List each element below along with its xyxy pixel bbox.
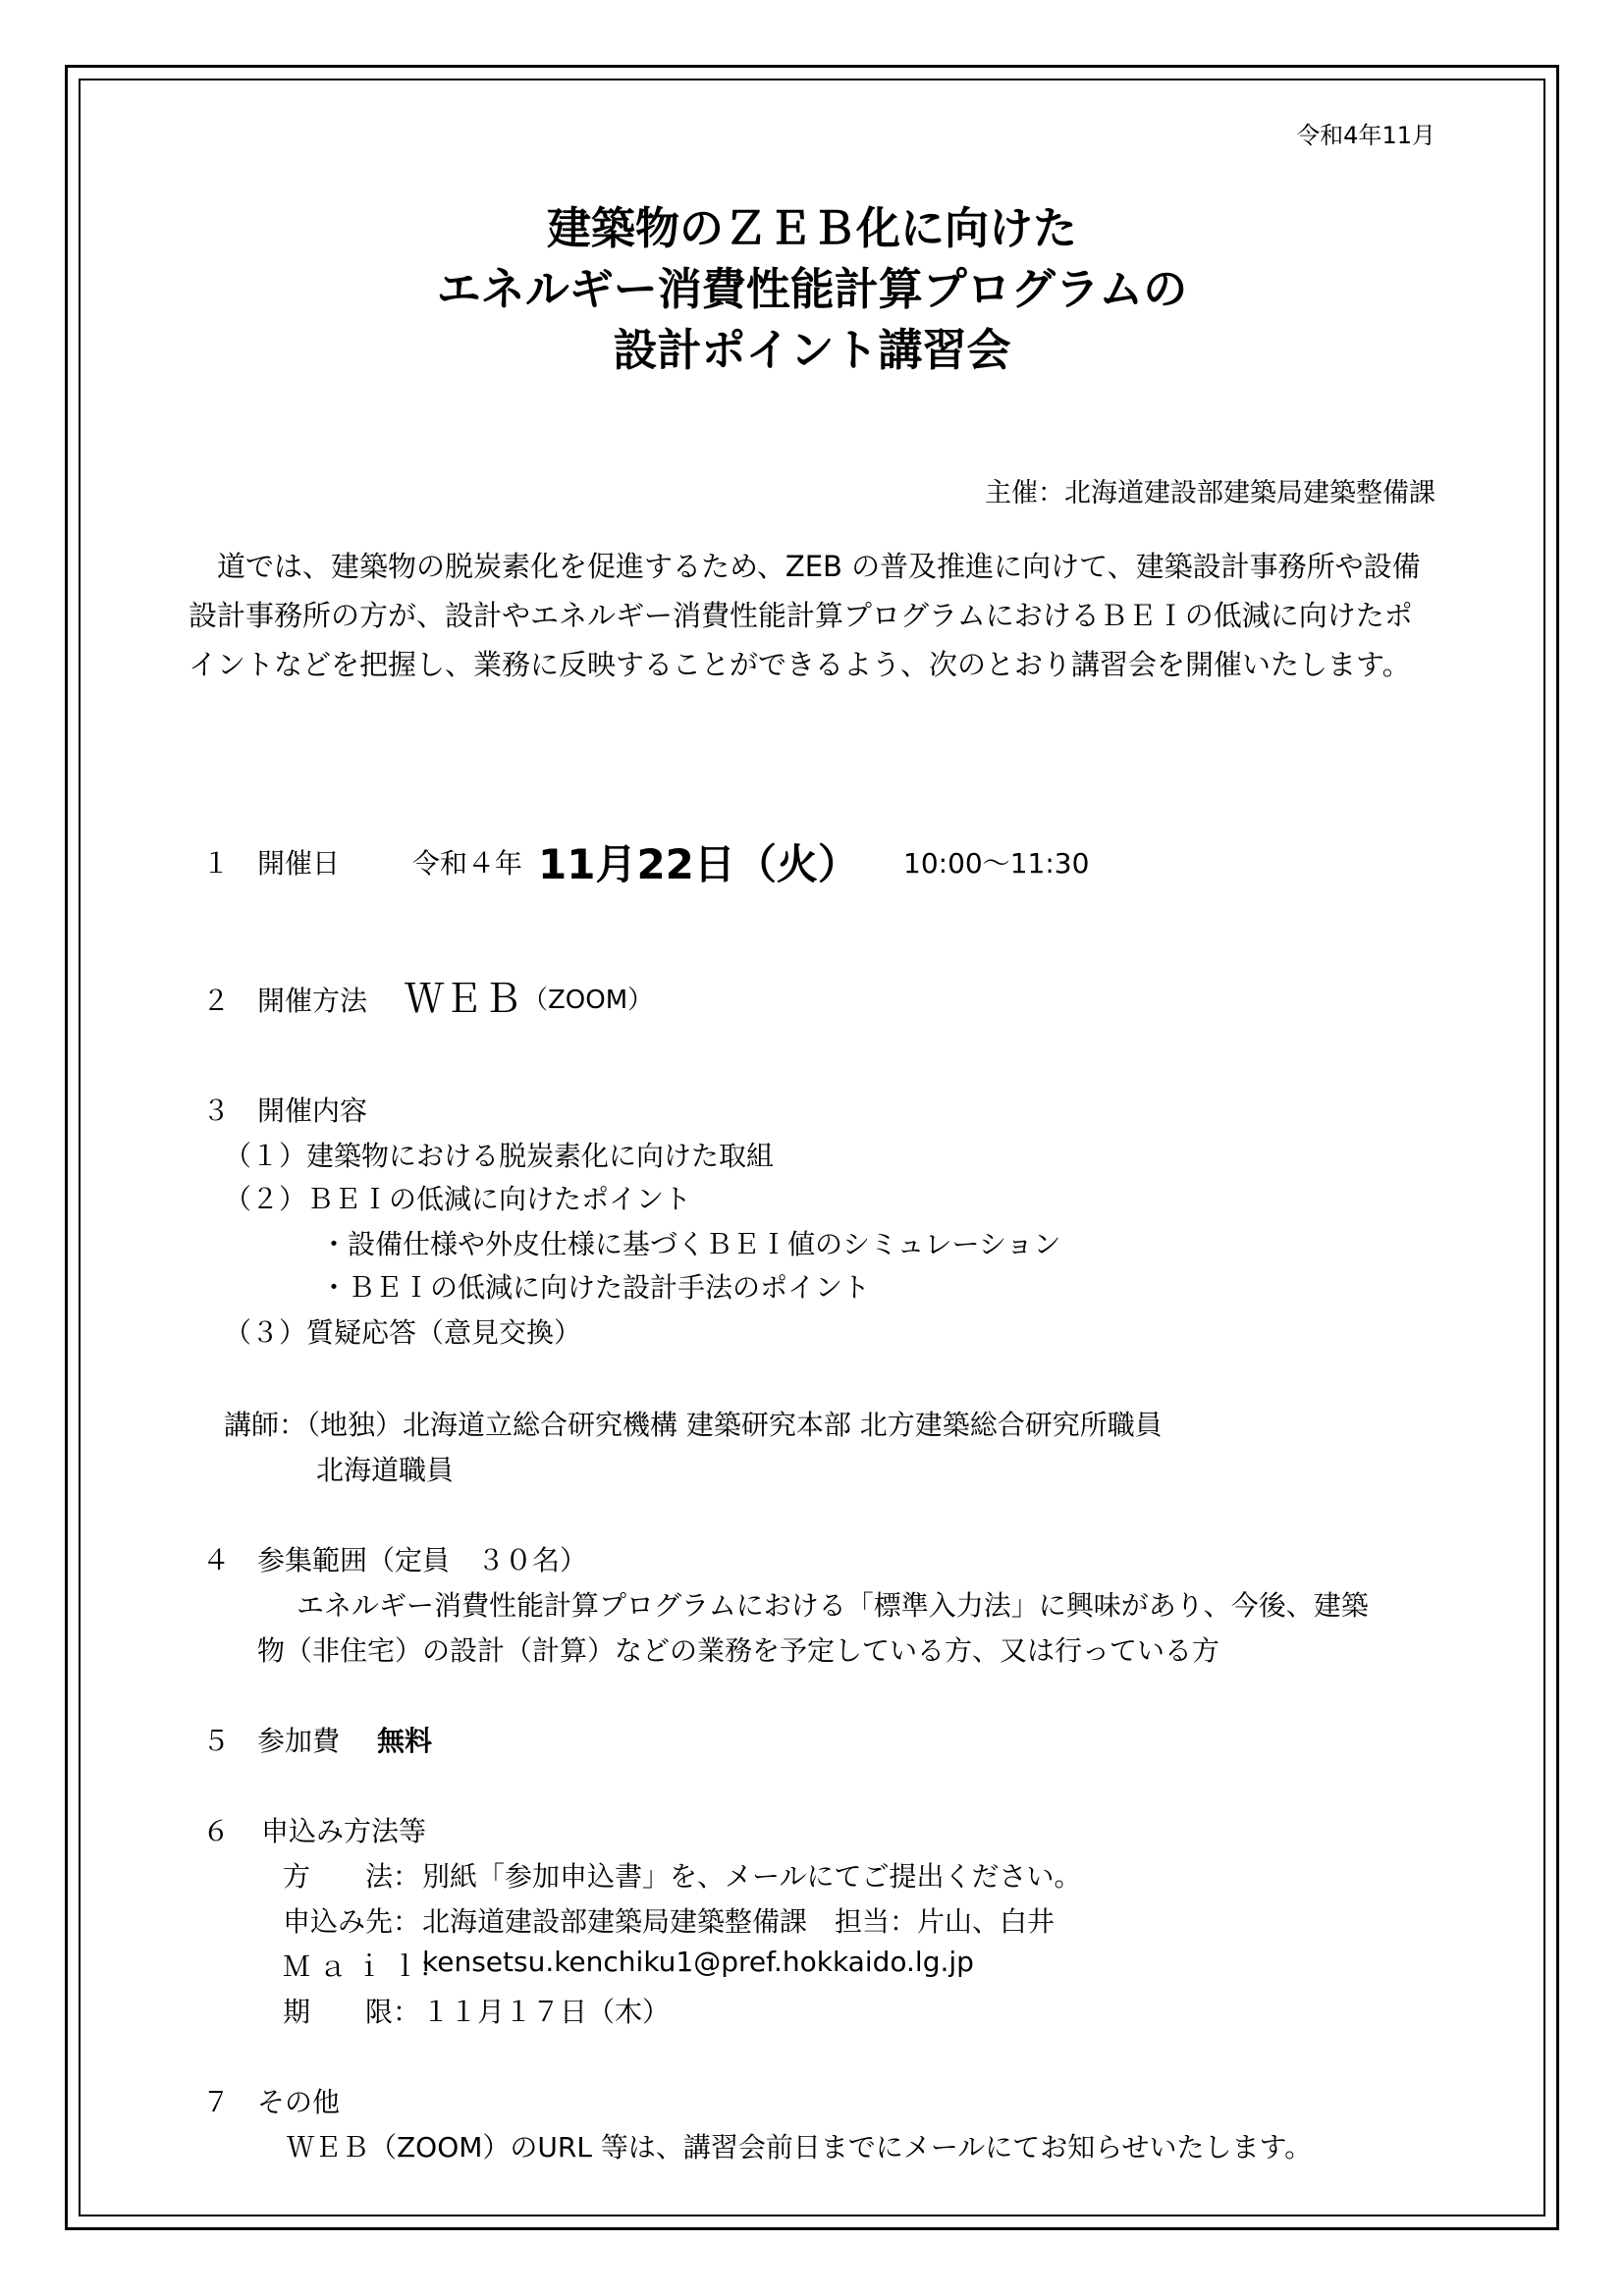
organizer: 主催：北海道建設部建築局建築整備課 <box>985 478 1435 508</box>
scope-text-line-2: 物（非住宅）の設計（計算）などの業務を予定している方、又は行っている方 <box>257 1634 1220 1667</box>
title-line-3: 設計ポイント講習会 <box>613 324 1011 376</box>
apply-to-label: 申込み先： <box>283 1905 421 1938</box>
section-5-number: ５ <box>202 1725 231 1757</box>
content-item-3: （３）質疑応答（意見交換） <box>224 1316 582 1349</box>
section-3-number: ３ <box>202 1095 231 1127</box>
mail-address[interactable]: kensetsu.kenchiku1@pref.hokkaido.lg.jp <box>422 1946 974 1978</box>
content-item-2: （２）ＢＥＩの低減に向けたポイント <box>224 1183 692 1215</box>
apply-method-value: 別紙「参加申込書」を、メールにてご提出ください。 <box>422 1860 1082 1893</box>
section-3-label: 開催内容 <box>257 1095 368 1127</box>
section-7-number: ７ <box>202 2086 231 2118</box>
deadline-label: 期 限： <box>283 1996 421 2028</box>
fee-value: 無料 <box>377 1725 433 1757</box>
content-subitem-2: ・ＢＥＩの低減に向けた設計手法のポイント <box>320 1271 871 1304</box>
section-7-label: その他 <box>257 2086 341 2118</box>
deadline-value: １１月１７日（木） <box>422 1996 671 2028</box>
section-2-number: ２ <box>202 985 231 1017</box>
section-6-number: ６ <box>202 1815 231 1847</box>
apply-to-value: 北海道建設部建築局建築整備課 担当：片山、白井 <box>422 1905 1056 1938</box>
section-5-label: 参加費 <box>257 1725 341 1757</box>
section-1-era: 令和４年 <box>412 847 523 880</box>
event-time: 10:00～11:30 <box>903 847 1090 880</box>
lecturer-line-1: 講師：（地独）北海道立総合研究機構 建築研究本部 北方建築総合研究所職員 <box>224 1409 1163 1441</box>
section-4-label: 参集範囲（定員 ３０名） <box>257 1544 588 1576</box>
scope-text-line-1: エネルギー消費性能計算プログラムにおける「標準入力法」に興味があり、今後、建築 <box>297 1589 1369 1622</box>
content-item-1: （１）建築物における脱炭素化に向けた取組 <box>224 1140 775 1172</box>
section-2-label: 開催方法 <box>257 985 368 1017</box>
apply-method-label: 方 法： <box>283 1860 421 1893</box>
intro-paragraph: 道では、建築物の脱炭素化を促進するため、ZEB の普及推進に向けて、建築設計事務所や設備設計事務所の方が、設計やエネルギー消費性能計算プログラムにおけるＢＥＩの低減に向けたポイントなどを把握し、業務に反映することができるよう、次のとおり講習会を開催いたします。 <box>189 550 1421 681</box>
lecturer-line-2: 北海道職員 <box>316 1454 455 1486</box>
title-line-1: 建築物のＺＥＢ化に向けた <box>546 202 1077 254</box>
section-1-number: １ <box>202 847 231 880</box>
event-method-note: （ZOOM） <box>522 986 654 1015</box>
mail-label: Ｍ ａ ｉ ｌ： <box>283 1950 447 1983</box>
other-notes: ＷＥＢ（ZOOM）のURL 等は、講習会前日までにメールにてお知らせいたします。 <box>287 2131 1313 2163</box>
section-1-label: 開催日 <box>257 847 341 880</box>
content-subitem-1: ・設備仕様や外皮仕様に基づくＢＥＩ値のシミュレーション <box>320 1228 1061 1260</box>
notice-date: 令和4年11月 <box>1296 122 1435 149</box>
event-date: 11月22日（火） <box>538 840 859 888</box>
title-line-2: エネルギー消費性能計算プログラムの <box>436 263 1188 315</box>
event-method: ＷＥＢ <box>405 977 522 1022</box>
section-4-number: ４ <box>202 1544 231 1576</box>
section-6-label: 申込み方法等 <box>261 1815 427 1847</box>
